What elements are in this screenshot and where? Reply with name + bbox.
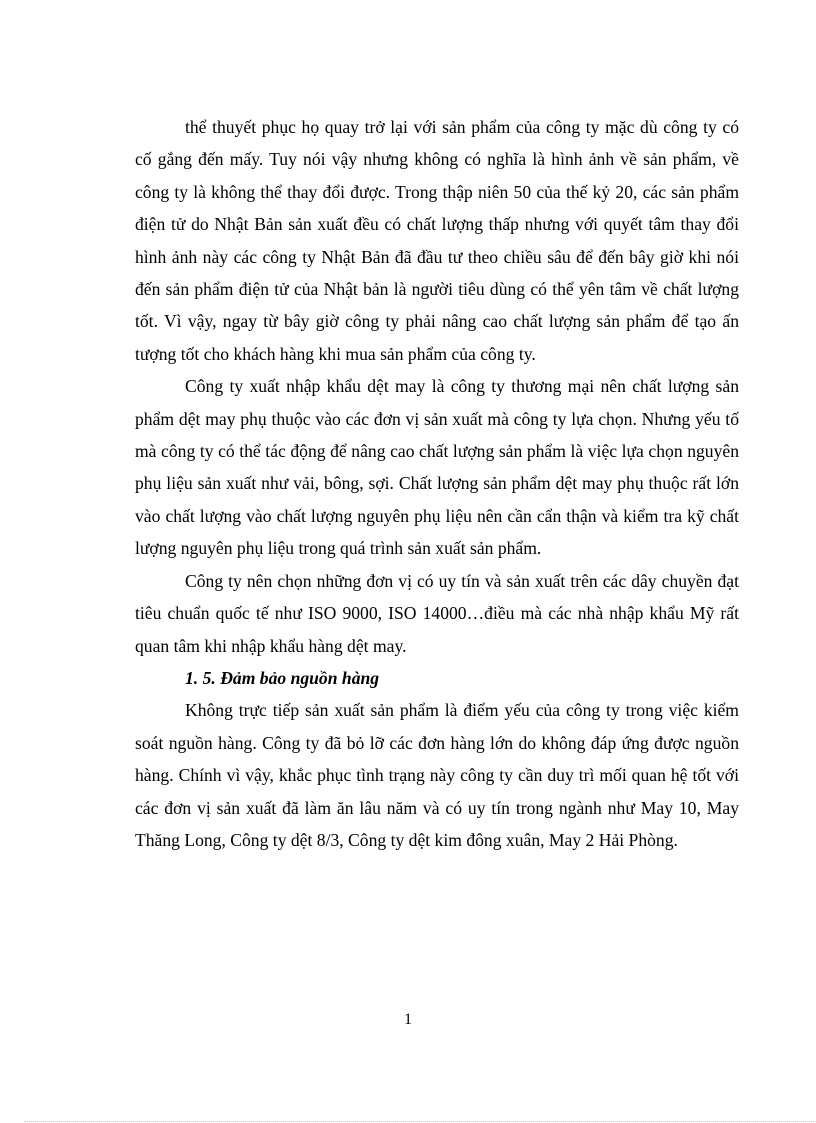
section-heading: 1. 5. Đảm bảo nguồn hàng [185,667,380,688]
paragraph-product-quality: Công ty xuất nhập khẩu dệt may là công ty thương mại nên chất lượng sản phẩm dệt may phụ thuộc vào các đơn vị sản xuất mà công ty lựa chọn. Nhưng yếu tố mà công ty có thể tác động để nâng cao chất lượng sản phẩm là việc lựa chọn nguyên phụ liệu sản xuất như vải, bông, sợi. Chất lượng sản phẩm dệt may phụ thuộc rất lớn vào chất lượng vào chất lượng nguyên phụ liệu nên cần cẩn thận và kiểm tra kỹ chất lượng nguyên phụ liệu trong quá trình sản xuất sản phẩm. [135,376,739,559]
page-bottom-divider [24,1121,816,1122]
page-number: 1 [404,1011,412,1028]
paragraph-supply-source: Không trực tiếp sản xuất sản phẩm là điểm yếu của công ty trong việc kiểm soát nguồn hàng. Công ty đã bỏ lỡ các đơn hàng lớn do không đáp ứng được nguồn hàng. Chính vì vậy, khắc phục tình trạng này công ty cần duy trì mối quan hệ tốt với các đơn vị sản xuất đã làm ăn lâu năm và có uy tín trong ngành như May 10, May Thăng Long, Công ty dệt 8/3, Công ty dệt kim đông xuân, May 2 Hải Phòng. [135,700,739,850]
paragraph-supplier-selection: Công ty nên chọn những đơn vị có uy tín và sản xuất trên các dây chuyền đạt tiêu chuẩn quốc tế như ISO 9000, ISO 14000…điều mà các nhà nhập khẩu Mỹ rất quan tâm khi nhập khẩu hàng dệt may. [135,570,739,656]
page-body [135,111,739,856]
paragraph-product-image: thể thuyết phục họ quay trở lại với sản phẩm của công ty mặc dù công ty có cố gắng đến mấy. Tuy nói vậy nhưng không có nghĩa là hình ảnh về sản phẩm, về công ty là không thể thay đổi được. Trong thập niên 50 của thế kỷ 20, các sản phẩm điện tử do Nhật Bản sản xuất đều có chất lượng thấp nhưng với quyết tâm thay đổi hình ảnh này các công ty Nhật Bản đã đầu tư theo chiều sâu để đến bây giờ khi nói đến sản phẩm điện tử của Nhật bản là người tiêu dùng có thể yên tâm về chất lượng tốt. Vì vậy, ngay từ bây giờ công ty phải nâng cao chất lượng sản phẩm để tạo ấn tượng tốt cho khách hàng khi mua sản phẩm của công ty. [135,117,739,364]
